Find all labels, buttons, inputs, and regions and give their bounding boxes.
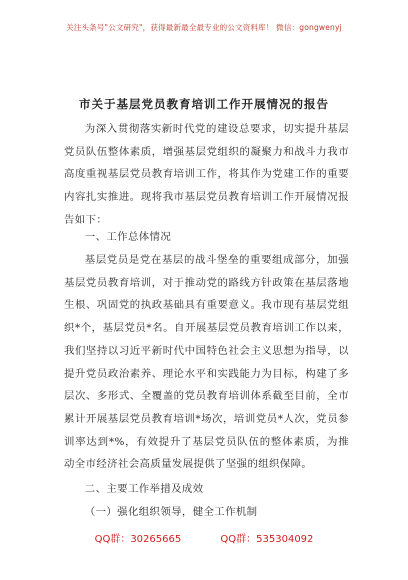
section-1-text: 基层党员是党在基层的战斗堡垒的重要组成部分，加强基层党员教育培训，对于推动党的路线方针政策在基层落地生根、巩固党的执政基础具有重要意义。我市现有基层党组织*个，基层党员*名。自开展基层党员教育培训工作以来，我们坚持以习近平新时代中国特色社会主义思想为指导，以提升党员政治素养、理论水平和实践能力为目标，构建了多层次、多形式、全覆盖的党员教育培训体系截至目前，全市累计开展基层党员教育培训*场次，培训党员*人次，党员参训率达到*%，有效提升了基层党员队伍的整体素质，为推动全市经济社会高质量发展提供了坚强的组织保障。: [64, 254, 349, 471]
section-2-subheading-text: （一）强化组织领导，健全工作机制: [84, 506, 258, 518]
header-promo-note: 关注头条号"公文研究"，获得最新最全最专业的公文资料库！ 微信：gongwenyj: [66, 23, 342, 32]
qq-group-1: QQ群：30265665: [94, 534, 182, 545]
section-2-subheading: [64, 501, 349, 524]
qq-group-2: QQ群：535304092: [220, 534, 314, 545]
document-title: 市关于基层党员教育培训工作开展情况的报告: [79, 97, 329, 111]
section-1-heading-text: 一、工作总体情况: [84, 231, 172, 243]
section-2-heading-text: 二、主要工作举措及成效: [84, 483, 204, 495]
footer-qq-groups: [0, 530, 408, 545]
intro-paragraph: [64, 118, 349, 232]
section-2-heading: [64, 478, 349, 501]
section-1-heading: [64, 226, 349, 249]
intro-text: 为深入贯彻落实新时代党的建设总要求，切实提升基层党员队伍整体素质，增强基层党组织的凝聚力和战斗力我市高度重视基层党员教育培训工作，将其作为党建工作的重要内容扎实推进。现将我市基层党员教育培训工作开展情况报告如下：: [64, 123, 349, 226]
section-1-paragraph: [64, 249, 349, 476]
